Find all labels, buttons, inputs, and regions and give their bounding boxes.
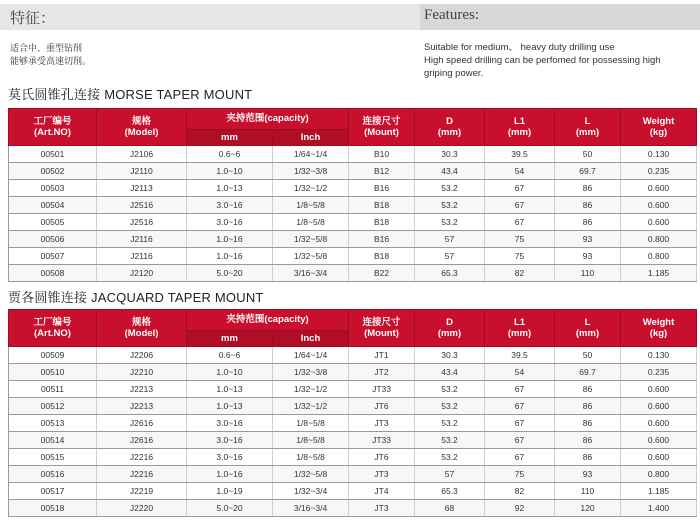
cell-mount: JT3 [349,466,415,483]
cell-d: 53.2 [415,449,485,466]
cell-capacity-inch: 1/32~3/8 [273,364,349,381]
col-header-art-no: 工厂编号 (Art.NO) [9,109,97,146]
cell-capacity-mm: 3.0~16 [187,214,273,231]
cell-mount: JT33 [349,432,415,449]
cell-weight: 0.800 [621,231,697,248]
cell-weight: 0.600 [621,432,697,449]
cell-capacity-inch: 1/32~5/8 [273,248,349,265]
col-header-d: D (mm) [415,109,485,146]
cell-l: 86 [555,432,621,449]
cell-d: 53.2 [415,415,485,432]
cell-l: 86 [555,180,621,197]
table-row [9,163,697,180]
cell-capacity-inch: 1/8~5/8 [273,214,349,231]
cell-d: 30.3 [415,146,485,163]
cell-capacity-inch: 1/8~5/8 [273,197,349,214]
table-row [9,398,697,415]
features-title-en: Features: [424,7,479,23]
cell-capacity-mm: 3.0~16 [187,415,273,432]
table-row [9,432,697,449]
jacquard-section-title: 贾各圆锥连接 JACQUARD TAPER MOUNT [8,290,264,305]
cell-capacity-mm: 0.6~6 [187,146,273,163]
cell-mount: JT6 [349,398,415,415]
cell-weight: 0.600 [621,197,697,214]
cell-art-no: 00514 [9,432,97,449]
cell-art-no: 00502 [9,163,97,180]
cell-capacity-inch: 1/32~1/2 [273,381,349,398]
cell-capacity-mm: 0.6~6 [187,347,273,364]
cell-d: 68 [415,500,485,517]
cell-weight: 0.600 [621,180,697,197]
cell-model: J2219 [97,483,187,500]
cell-model: J2106 [97,146,187,163]
cell-model: J2206 [97,347,187,364]
cell-d: 57 [415,231,485,248]
cell-capacity-mm: 3.0~16 [187,432,273,449]
features-header-bar [0,4,700,30]
cell-mount: B16 [349,180,415,197]
cell-model: J2220 [97,500,187,517]
cell-d: 43.4 [415,163,485,180]
cell-mount: JT2 [349,364,415,381]
col-header-art-no: 工厂编号 (Art.NO) [9,310,97,347]
table-row [9,500,697,517]
cell-l: 86 [555,449,621,466]
cell-capacity-inch: 1/32~5/8 [273,231,349,248]
cell-art-no: 00510 [9,364,97,381]
jacquard-spec-table [8,309,697,517]
features-description-en [424,41,661,80]
cell-mount: B18 [349,214,415,231]
cell-capacity-mm: 1.0~16 [187,248,273,265]
feature-line: 适合中、重型钻削 [10,43,83,53]
col-header-inch: Inch [273,129,349,145]
cell-weight: 0.800 [621,466,697,483]
cell-art-no: 00507 [9,248,97,265]
cell-l1: 54 [485,364,555,381]
table-row [9,415,697,432]
cell-l: 93 [555,248,621,265]
cell-art-no: 00503 [9,180,97,197]
cell-model: J2110 [97,163,187,180]
cell-model: J2210 [97,364,187,381]
cell-l: 50 [555,347,621,364]
cell-art-no: 00506 [9,231,97,248]
cell-weight: 0.235 [621,364,697,381]
table-row [9,466,697,483]
cell-l: 69.7 [555,364,621,381]
features-description-cn [10,42,91,68]
cell-art-no: 00517 [9,483,97,500]
table-row [9,231,697,248]
cell-weight: 0.600 [621,415,697,432]
cell-capacity-mm: 1.0~13 [187,398,273,415]
table-row [9,483,697,500]
table-row [9,265,697,282]
cell-model: J2116 [97,248,187,265]
cell-capacity-mm: 5.0~20 [187,265,273,282]
cell-mount: B10 [349,146,415,163]
cell-l: 110 [555,483,621,500]
table-row [9,248,697,265]
cell-mount: B22 [349,265,415,282]
cell-art-no: 00515 [9,449,97,466]
table-row [9,364,697,381]
cell-mount: JT33 [349,381,415,398]
cell-capacity-inch: 1/64~1/4 [273,347,349,364]
col-header-mm: mm [187,330,273,346]
cell-l1: 67 [485,415,555,432]
col-header-l1: L1 (mm) [485,109,555,146]
cell-l1: 67 [485,381,555,398]
cell-l: 86 [555,214,621,231]
cell-d: 57 [415,248,485,265]
cell-capacity-inch: 1/32~1/2 [273,180,349,197]
cell-d: 43.4 [415,364,485,381]
feature-line: High speed drilling can be perfomed for possessing high [424,55,661,66]
cell-l1: 54 [485,163,555,180]
cell-l1: 39.5 [485,146,555,163]
col-header-model: 规格 (Model) [97,109,187,146]
cell-d: 53.2 [415,214,485,231]
cell-model: J2516 [97,214,187,231]
cell-d: 53.2 [415,381,485,398]
cell-l1: 67 [485,180,555,197]
cell-capacity-mm: 1.0~13 [187,381,273,398]
cell-capacity-inch: 3/16~3/4 [273,500,349,517]
cell-d: 53.2 [415,398,485,415]
cell-l1: 67 [485,449,555,466]
morse-table-body [9,146,697,282]
cell-mount: B18 [349,197,415,214]
feature-line: Suitable for medium、 heavy duty drilling use [424,42,615,53]
table-row [9,381,697,398]
cell-art-no: 00501 [9,146,97,163]
cell-d: 65.3 [415,265,485,282]
cell-weight: 0.600 [621,449,697,466]
cell-mount: JT3 [349,500,415,517]
cell-art-no: 00511 [9,381,97,398]
cell-capacity-inch: 3/16~3/4 [273,265,349,282]
cell-weight: 0.600 [621,398,697,415]
col-header-mount: 连接尺寸 (Mount) [349,109,415,146]
col-header-weight: Weight (kg) [621,109,697,146]
cell-capacity-mm: 3.0~16 [187,449,273,466]
cell-l: 93 [555,231,621,248]
feature-line: griping power. [424,68,484,79]
table-row [9,146,697,163]
cell-mount: JT4 [349,483,415,500]
cell-weight: 1.400 [621,500,697,517]
cell-capacity-inch: 1/32~3/8 [273,163,349,180]
cell-weight: 0.235 [621,163,697,180]
cell-capacity-mm: 1.0~16 [187,466,273,483]
cell-capacity-mm: 1.0~19 [187,483,273,500]
cell-capacity-inch: 1/32~5/8 [273,466,349,483]
cell-model: J2120 [97,265,187,282]
col-header-l1: L1 (mm) [485,310,555,347]
cell-model: J2516 [97,197,187,214]
col-header-capacity: 夹持范围(capacity) [187,109,349,130]
cell-l1: 39.5 [485,347,555,364]
col-header-weight: Weight (kg) [621,310,697,347]
cell-art-no: 00513 [9,415,97,432]
cell-weight: 0.130 [621,146,697,163]
col-header-inch: Inch [273,330,349,346]
cell-d: 65.3 [415,483,485,500]
cell-l: 86 [555,197,621,214]
col-header-capacity: 夹持范围(capacity) [187,310,349,331]
cell-art-no: 00512 [9,398,97,415]
features-title-cn: 特征： [10,10,56,27]
cell-model: J2113 [97,180,187,197]
cell-l: 86 [555,398,621,415]
table-row [9,347,697,364]
cell-mount: JT3 [349,415,415,432]
cell-model: J2616 [97,415,187,432]
col-header-l: L (mm) [555,310,621,347]
cell-weight: 0.600 [621,381,697,398]
cell-d: 57 [415,466,485,483]
cell-art-no: 00504 [9,197,97,214]
cell-art-no: 00518 [9,500,97,517]
feature-line: 能够承受高速切削。 [10,56,92,66]
cell-mount: B18 [349,248,415,265]
cell-l1: 75 [485,466,555,483]
cell-capacity-inch: 1/64~1/4 [273,146,349,163]
cell-mount: B12 [349,163,415,180]
cell-l1: 82 [485,483,555,500]
morse-spec-table [8,108,697,282]
cell-l1: 92 [485,500,555,517]
col-header-mm: mm [187,129,273,145]
cell-capacity-mm: 5.0~20 [187,500,273,517]
cell-l1: 82 [485,265,555,282]
cell-capacity-inch: 1/8~5/8 [273,449,349,466]
cell-l1: 67 [485,214,555,231]
cell-capacity-mm: 1.0~16 [187,231,273,248]
cell-capacity-inch: 1/32~1/2 [273,398,349,415]
cell-model: J2213 [97,398,187,415]
header-left-band [0,4,420,30]
cell-d: 53.2 [415,197,485,214]
cell-l: 50 [555,146,621,163]
table-row [9,449,697,466]
table-row [9,197,697,214]
cell-weight: 1.185 [621,265,697,282]
cell-l1: 67 [485,432,555,449]
cell-art-no: 00505 [9,214,97,231]
cell-weight: 0.600 [621,214,697,231]
cell-d: 53.2 [415,180,485,197]
jacquard-table-body [9,347,697,517]
cell-weight: 0.800 [621,248,697,265]
col-header-model: 规格 (Model) [97,310,187,347]
col-header-l: L (mm) [555,109,621,146]
cell-mount: JT1 [349,347,415,364]
cell-capacity-mm: 1.0~10 [187,163,273,180]
cell-capacity-mm: 1.0~13 [187,180,273,197]
cell-l: 93 [555,466,621,483]
cell-l: 110 [555,265,621,282]
col-header-mount: 连接尺寸 (Mount) [349,310,415,347]
cell-l1: 67 [485,398,555,415]
cell-art-no: 00509 [9,347,97,364]
cell-capacity-mm: 1.0~10 [187,364,273,381]
cell-model: J2116 [97,231,187,248]
cell-capacity-inch: 1/32~3/4 [273,483,349,500]
cell-art-no: 00508 [9,265,97,282]
cell-capacity-inch: 1/8~5/8 [273,432,349,449]
cell-mount: B16 [349,231,415,248]
cell-d: 53.2 [415,432,485,449]
cell-art-no: 00516 [9,466,97,483]
table-row [9,180,697,197]
cell-l: 120 [555,500,621,517]
cell-model: J2213 [97,381,187,398]
cell-l1: 75 [485,231,555,248]
cell-l1: 67 [485,197,555,214]
cell-l1: 75 [485,248,555,265]
cell-l: 86 [555,381,621,398]
cell-model: J2616 [97,432,187,449]
table-row [9,214,697,231]
cell-weight: 1.185 [621,483,697,500]
cell-weight: 0.130 [621,347,697,364]
cell-model: J2216 [97,466,187,483]
cell-d: 30.3 [415,347,485,364]
cell-l: 69.7 [555,163,621,180]
cell-capacity-inch: 1/8~5/8 [273,415,349,432]
morse-section-title: 莫氏圆锥孔连接 MORSE TAPER MOUNT [8,87,253,102]
cell-mount: JT6 [349,449,415,466]
col-header-d: D (mm) [415,310,485,347]
cell-model: J2216 [97,449,187,466]
cell-capacity-mm: 3.0~16 [187,197,273,214]
cell-l: 86 [555,415,621,432]
